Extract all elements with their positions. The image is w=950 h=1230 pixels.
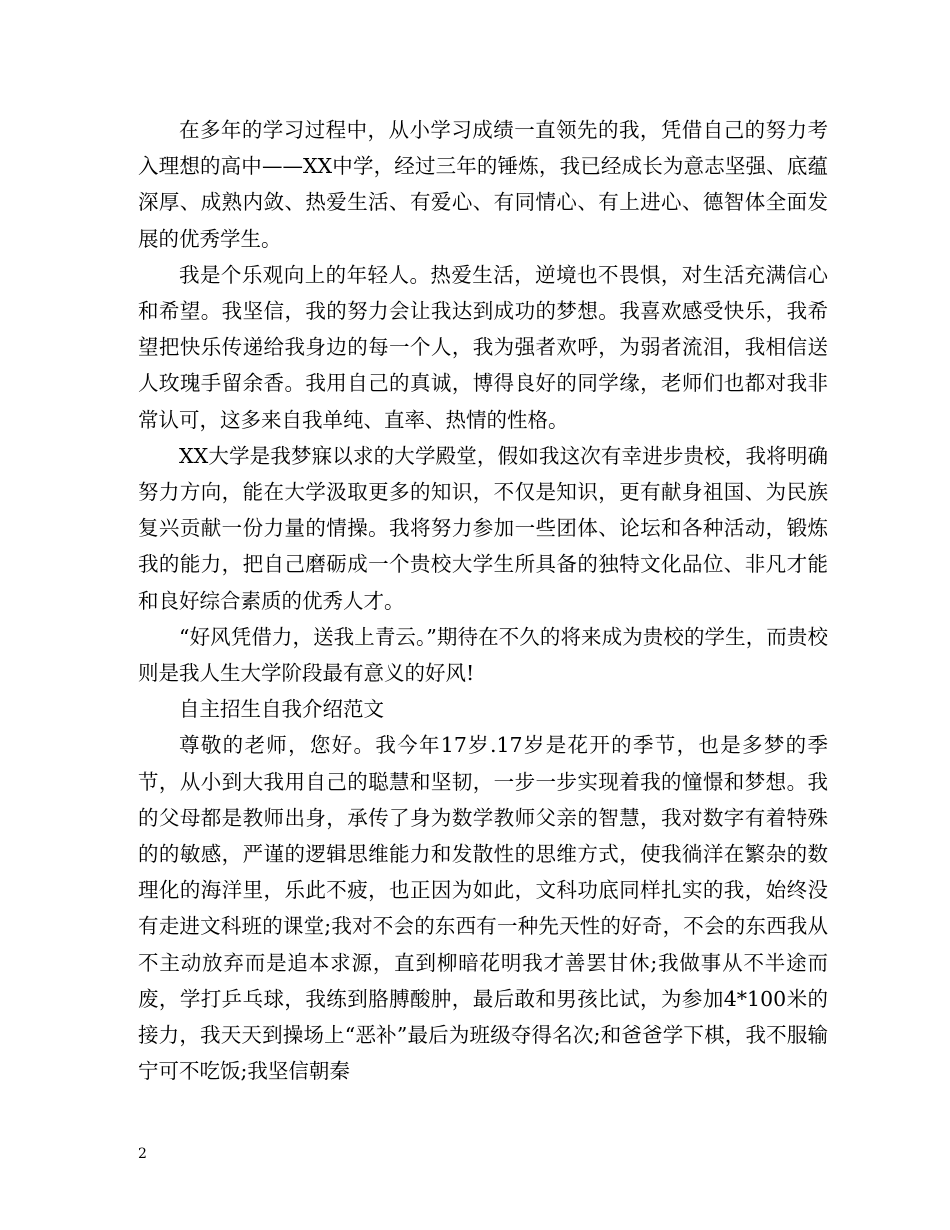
- body-text: [138, 112, 828, 1089]
- section-heading: 自主招生自我介绍范文: [179, 697, 384, 722]
- paragraph-quote: “好风凭借力，送我上青云。”期待在不久的将来成为贵校的学生，而贵校则是我人生大学阶段最有意义的好风!: [138, 624, 828, 686]
- paragraph-university-goals: XX大学是我梦寐以求的大学殿堂，假如我这次有幸进步贵校，我将明确努力方向，能在大学汲取更多的知识，不仅是知识，更有献身祖国、为民族复兴贡献一份力量的情操。我将努力参加一些团体、论坛和各种活动，锻炼我的能力，把自己磨砺成一个贵校大学生所具备的独特文化品位、非凡才能和良好综合素质的优秀人才。: [138, 443, 828, 613]
- paragraph-study-history: 在多年的学习过程中，从小学习成绩一直领先的我，凭借自己的努力考入理想的高中——XX中学，经过三年的锤炼，我已经成长为意志坚强、底蕴深厚、成熟内敛、热爱生活、有爱心、有同情心、有上进心、德智体全面发展的优秀学生。: [138, 118, 828, 251]
- paragraph-self-introduction: 尊敬的老师，您好。我今年17岁.17岁是花开的季节，也是多梦的季节，从小到大我用自己的聪慧和坚韧，一步一步实现着我的憧憬和梦想。我的父母都是教师出身，承传了身为数学教师父亲的智慧，我对数字有着特殊的的敏感，严谨的逻辑思维能力和发散性的思维方式，使我徜洋在繁杂的数理化的海洋里，乐此不疲，也正因为如此，文科功底同样扎实的我，始终没有走进文科班的课堂;我对不会的东西有一种先天性的好奇，不会的东西我从不主动放弃而是追本求源，直到柳暗花明我才善罢甘休;我做事从不半途而废，学打乒乓球，我练到胳膊酸肿，最后敢和男孩比试，为参加4*100米的接力，我天天到操场上“恶补”最后为班级夺得名次;和爸爸学下棋，我不服输宁可不吃饭;我坚信朝秦: [138, 733, 828, 1084]
- paragraph-optimism: 我是个乐观向上的年轻人。热爱生活，逆境也不畏惧，对生活充满信心和希望。我坚信，我的努力会让我达到成功的梦想。我喜欢感受快乐，我希望把快乐传递给我身边的每一个人，我为强者欢呼，为弱者流泪，我相信送人玫瑰手留余香。我用自己的真诚，博得良好的同学缘，老师们也都对我非常认可，这多来自我单纯、直率、热情的性格。: [138, 262, 828, 432]
- page-number: 2: [138, 1146, 147, 1162]
